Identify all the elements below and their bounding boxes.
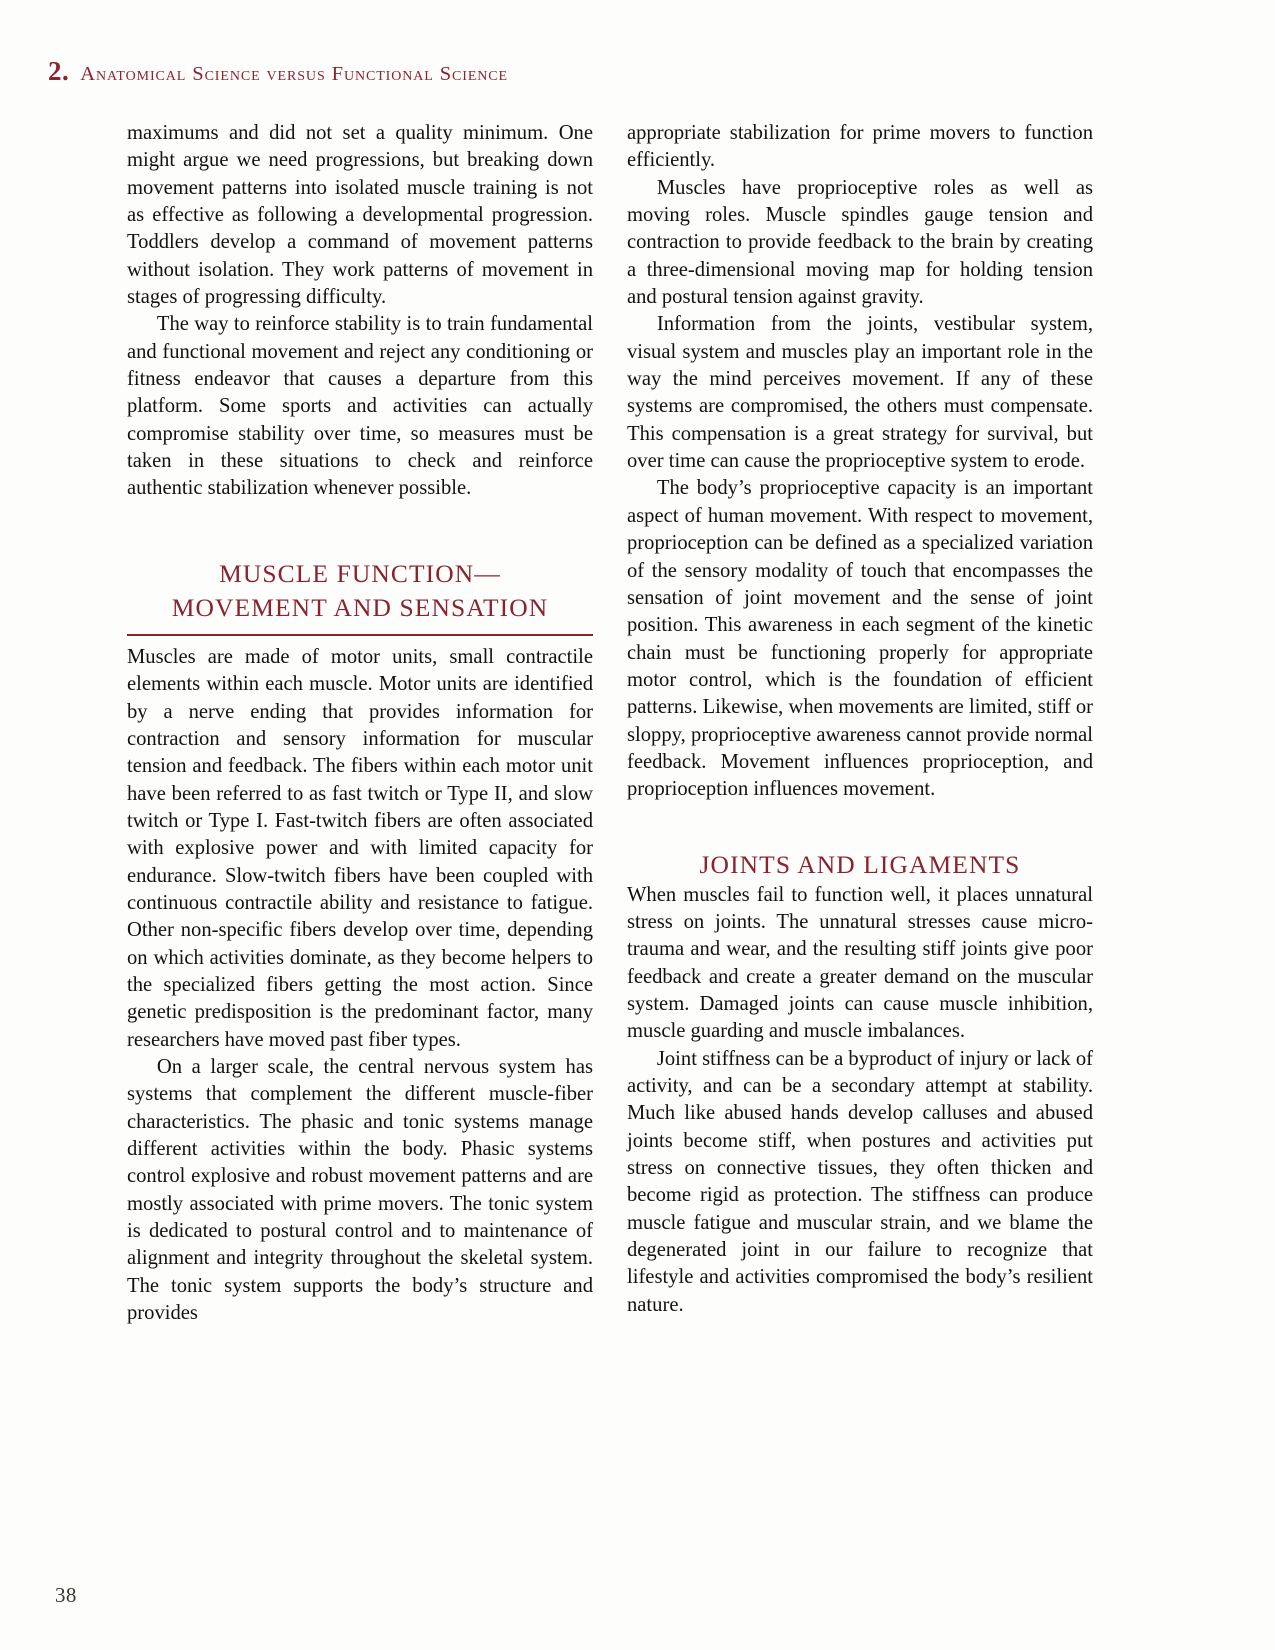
running-head-title: Anatomical Science versus Functional Science xyxy=(80,63,508,85)
page-number: 38 xyxy=(55,1583,77,1607)
paragraph: The way to reinforce stability is to train fundamental and functional movement and reject any conditioning or fitness endeavor that causes a departure from this platform. Some sports and activities can actually compromise stability over time, so measures must be taken in these situations to check and reinforce authentic stabilization whenever possible. xyxy=(127,313,593,500)
paragraph: Information from the joints, vestibular system, visual system and muscles play an important role in the way the mind perceives movement. If any of these systems are compromised, the others must compensate. This compensation is a great strategy for survival, but over time can cause the proprioceptive system to erode. xyxy=(627,313,1093,473)
paragraph: On a larger scale, the central nervous system has systems that complement the different muscle-fiber characteristics. The phasic and tonic systems manage different activities within the body. Phasic systems control explosive and robust movement patterns and are mostly associated with prime movers. The tonic system is dedicated to postural control and to maintenance of alignment and integrity throughout the skeletal system. The tonic system supports the body’s structure and provides xyxy=(127,1055,593,1325)
chapter-number: 2. xyxy=(48,56,70,86)
paragraph: Muscles have proprioceptive roles as well as moving roles. Muscle spindles gauge tension and contraction to provide feedback to the brain by creating a three-dimensional moving map for holding tension and postural tension against gravity. xyxy=(627,176,1093,309)
running-head xyxy=(48,56,508,87)
paragraph: Muscles are made of motor units, small contractile elements within each muscle. Motor units are identified by a nerve ending that provides information for contraction and sensory information for muscular tension and feedback. The fibers within each motor unit have been referred to as fast twitch or Type II, and slow twitch or Type I. Fast-twitch fibers are often associated with explosive power and with limited capacity for endurance. Slow-twitch fibers have been coupled with continuous contractile ability and resistance to fatigue. Other non-specific fibers develop over time, depending on which activities dominate, as they become helpers to the specialized fibers getting the most action. Since genetic predisposition is the predominant factor, many researchers have moved past fiber types. xyxy=(127,645,593,1051)
paragraph: The body’s proprioceptive capacity is an important aspect of human movement. With respect to movement, proprioception can be defined as a specialized variation of the sensory modality of touch that encompasses the sensation of joint movement and the sense of joint position. This awareness in each segment of the kinetic chain must be functioning properly for appropriate motor control, which is the foundation of efficient patterns. Likewise, when movements are limited, stiff or sloppy, proprioceptive awareness cannot provide normal feedback. Movement influences proprioception, and proprioception influences movement. xyxy=(627,477,1093,801)
paragraph: maximums and did not set a quality minimum. One might argue we need progressions, but breaking down movement patterns into isolated muscle training is not as effective as following a developmental progression. Toddlers develop a command of movement patterns without isolation. They work patterns of movement in stages of progressing difficulty. xyxy=(127,122,593,309)
section-heading-muscle-function xyxy=(127,557,593,625)
subsection-heading-block xyxy=(627,848,1093,882)
paragraph: appropriate stabilization for prime movers to function efficiently. xyxy=(627,122,1093,172)
section-heading-line-1: MUSCLE FUNCTION— xyxy=(219,558,501,588)
heading-rule xyxy=(127,634,593,636)
paragraph: When muscles fail to function well, it places unnatural stress on joints. The unnatural stresses cause micro-trauma and wear, and the resulting stiff joints give poor feedback and create a greater demand on the muscular system. Damaged joints can cause muscle inhibition, muscle guarding and muscle imbalances. xyxy=(627,883,1093,1043)
column-right xyxy=(627,120,1093,1319)
section-heading-block xyxy=(127,557,593,636)
column-left xyxy=(127,120,593,1327)
section-heading-joints-and-ligaments: JOINTS AND LIGAMENTS xyxy=(699,849,1021,879)
paragraph: Joint stiffness can be a byproduct of injury or lack of activity, and can be a secondary attempt at stability. Much like abused hands develop calluses and abused joints become stiff, when postures and activities put stress on connective tissues, they often thicken and become rigid as protection. The stiffness can produce muscle fatigue and muscular strain, and we blame the degenerated joint in our failure to recognize that lifestyle and activities compromised the body’s resilient nature. xyxy=(627,1047,1093,1316)
section-heading-line-2: MOVEMENT AND SENSATION xyxy=(171,592,549,622)
